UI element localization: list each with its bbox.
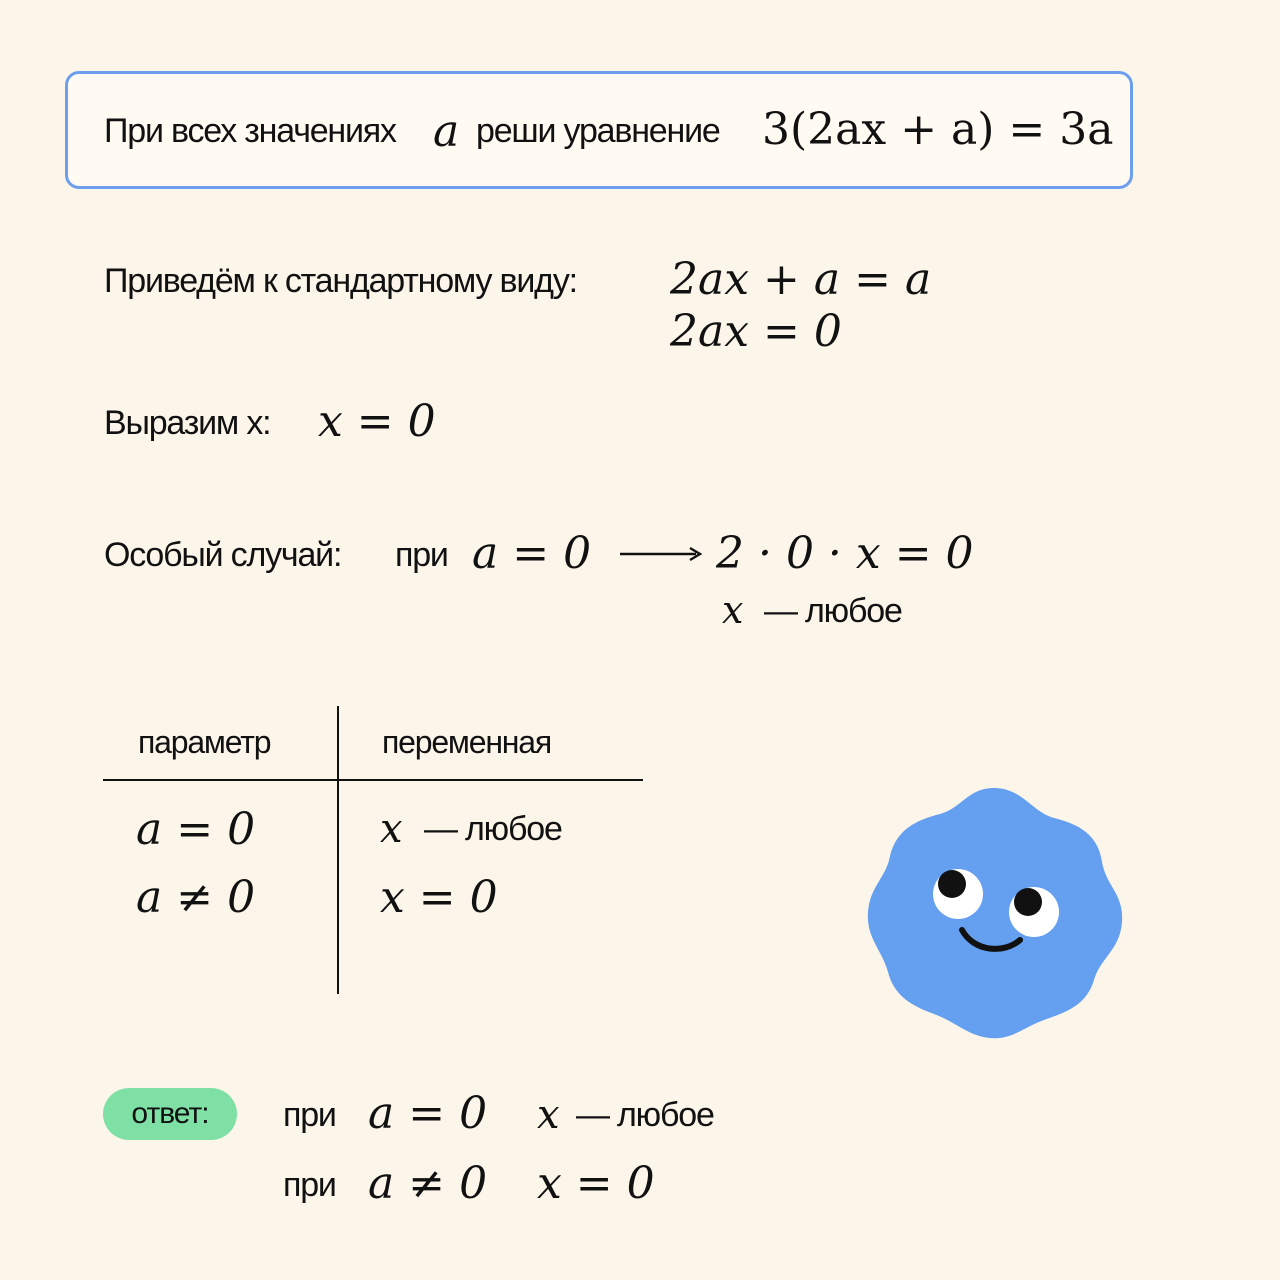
arrow-right-icon: [620, 540, 704, 568]
task-text-start: При всех значениях: [104, 112, 396, 150]
express-label: Выразим х:: [104, 404, 271, 442]
table-header-param: параметр: [138, 724, 271, 760]
answer-var: x: [537, 1092, 560, 1138]
answer-when: при: [283, 1096, 336, 1134]
table-row-param: a = 0: [136, 804, 256, 855]
answer-var: x = 0: [537, 1158, 655, 1209]
table-row-var: x = 0: [380, 872, 498, 923]
blob-mascot-icon: [862, 782, 1126, 1042]
special-case-condition: a = 0: [472, 528, 592, 579]
task-equation: 3(2ax + a) = 3a: [762, 104, 1114, 155]
answer-var-text: — любое: [576, 1096, 714, 1134]
standard-form-line1: 2ax + a = a: [670, 254, 932, 305]
answer-when: при: [283, 1166, 336, 1204]
table-header-var: переменная: [382, 724, 551, 760]
special-case-when: при: [395, 536, 448, 574]
task-text-end: реши уравнение: [476, 112, 720, 150]
table-row-var-text: — любое: [424, 810, 562, 848]
special-case-result: 2 · 0 · x = 0: [716, 528, 974, 579]
standard-form-label: Приведём к стандартному виду:: [104, 262, 577, 300]
standard-form-line2: 2ax = 0: [670, 306, 842, 357]
table-divider-vertical: [337, 706, 339, 994]
answer-badge: ответ:: [103, 1088, 237, 1140]
express-result: x = 0: [318, 396, 436, 447]
special-case-label: Особый случай:: [104, 536, 342, 574]
special-case-var: x: [722, 588, 744, 632]
answer-condition: a ≠ 0: [368, 1158, 488, 1209]
answer-condition: a = 0: [368, 1088, 488, 1139]
task-param: a: [433, 106, 460, 157]
table-row-var: x: [380, 806, 403, 852]
table-row-param: a ≠ 0: [136, 872, 256, 923]
table-divider-horizontal: [103, 779, 643, 781]
special-case-text: — любое: [764, 592, 902, 630]
